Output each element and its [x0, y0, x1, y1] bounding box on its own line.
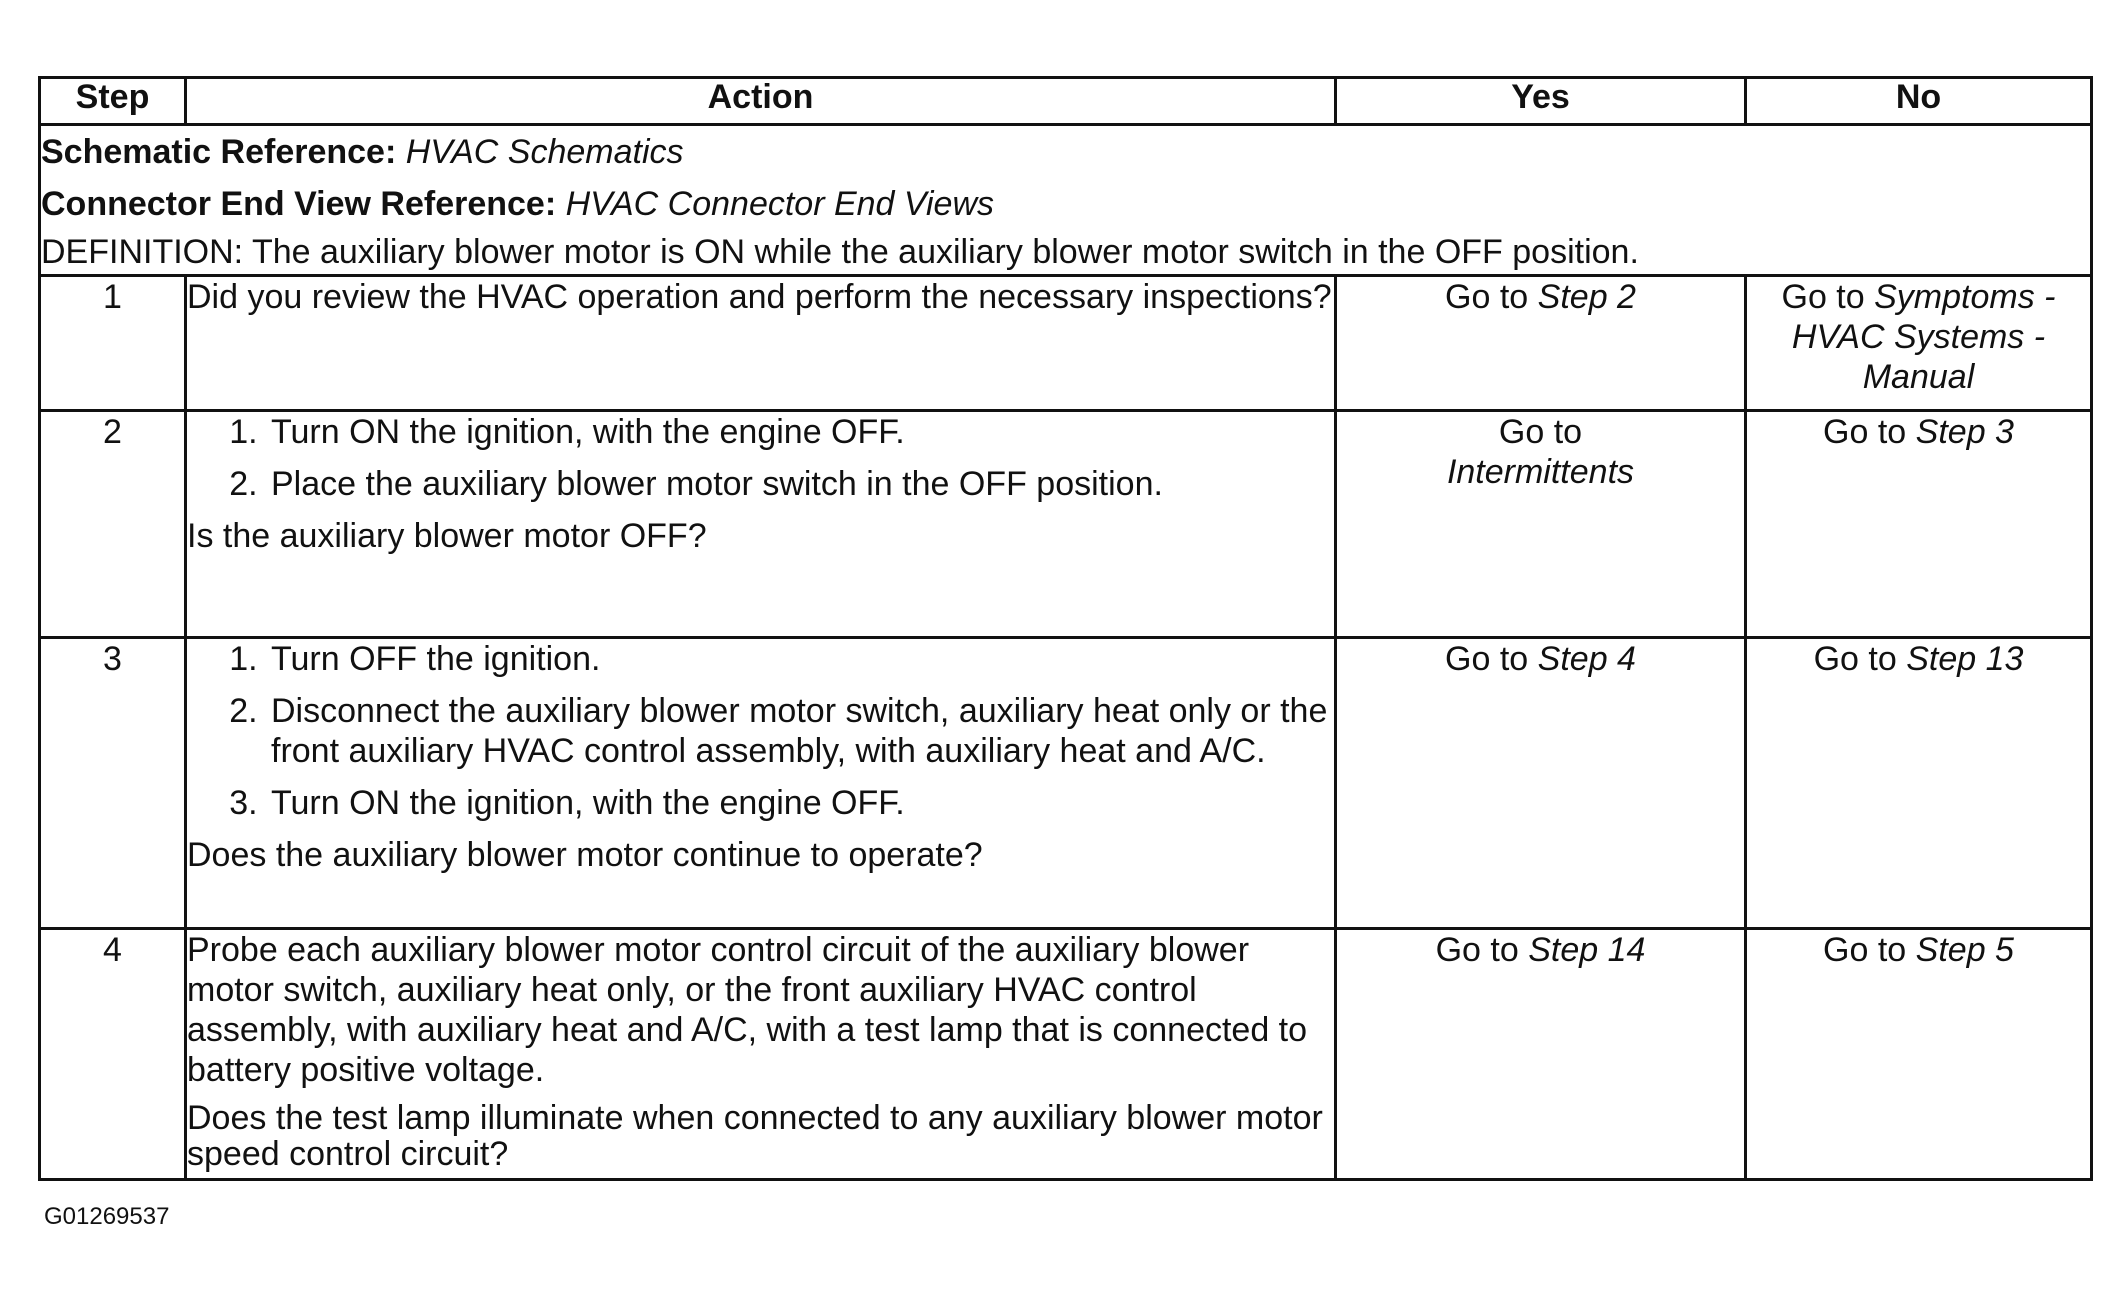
action-step-item: 2. Disconnect the auxiliary blower motor switch, auxiliary heat only or the front auxiliary HVAC control assembly, with auxiliary heat and A/C.	[267, 691, 1334, 771]
step-number: 3	[40, 638, 186, 929]
reference-cell	[40, 125, 2092, 276]
action-question: Is the auxiliary blower motor OFF?	[187, 517, 707, 555]
connector-reference	[41, 178, 2090, 230]
action-question: Does the test lamp illuminate when connected to any auxiliary blower motor speed control circuit?	[187, 1099, 1323, 1173]
schematic-reference	[41, 126, 2090, 178]
table-row	[40, 929, 2092, 1180]
connector-reference-label: Connector End View Reference:	[41, 185, 557, 223]
yes-link[interactable]: Intermittents	[1446, 453, 1635, 491]
header-step: Step	[40, 78, 186, 125]
action-steps-list	[187, 639, 1334, 823]
reference-row	[40, 125, 2092, 276]
no-link[interactable]: Step 13	[1906, 640, 2024, 678]
action-cell	[186, 411, 1336, 638]
header-no: No	[1746, 78, 2092, 125]
header-yes: Yes	[1336, 78, 1746, 125]
diagnostic-table-container	[38, 76, 2090, 1181]
step-number: 2	[40, 411, 186, 638]
yes-link[interactable]: Step 2	[1537, 278, 1636, 316]
yes-link[interactable]: Step 14	[1528, 931, 1646, 969]
yes-cell	[1336, 929, 1746, 1180]
action-cell	[186, 276, 1336, 411]
no-cell	[1746, 276, 2092, 411]
no-link[interactable]: Step 5	[1915, 931, 2014, 969]
yes-link[interactable]: Step 4	[1537, 640, 1636, 678]
header-row	[40, 78, 2092, 125]
header-action: Action	[186, 78, 1336, 125]
yes-cell	[1336, 276, 1746, 411]
action-steps-list	[187, 412, 1334, 504]
yes-prefix: Go to	[1445, 278, 1529, 316]
table-row	[40, 276, 2092, 411]
step-number: 4	[40, 929, 186, 1180]
table-row	[40, 411, 2092, 638]
figure-id: G01269537	[44, 1203, 170, 1230]
no-prefix: Go to	[1823, 931, 1907, 969]
action-question: Did you review the HVAC operation and perform the necessary inspections?	[187, 278, 1332, 316]
action-step-item: 3. Turn ON the ignition, with the engine OFF.	[267, 783, 1334, 823]
schematic-reference-label: Schematic Reference:	[41, 133, 397, 171]
no-prefix: Go to	[1781, 278, 1865, 316]
yes-cell	[1336, 411, 1746, 638]
no-link[interactable]: Step 3	[1915, 413, 2014, 451]
action-step-item: 1. Turn OFF the ignition.	[267, 639, 1334, 679]
no-cell	[1746, 411, 2092, 638]
no-prefix: Go to	[1813, 640, 1897, 678]
no-link[interactable]: Symptoms - HVAC Systems - Manual	[1791, 278, 2056, 396]
action-text: Probe each auxiliary blower motor control circuit of the auxiliary blower motor switch, auxiliary heat only, or the front auxiliary HVAC control assembly, with auxiliary heat and A/C, with a test lamp that is connected to battery positive voltage.	[187, 931, 1308, 1089]
no-cell	[1746, 929, 2092, 1180]
yes-cell	[1336, 638, 1746, 929]
no-cell	[1746, 638, 2092, 929]
yes-prefix: Go to	[1445, 640, 1529, 678]
action-cell	[186, 638, 1336, 929]
connector-reference-link[interactable]: HVAC Connector End Views	[565, 185, 994, 223]
yes-prefix: Go to	[1498, 413, 1583, 451]
table-row	[40, 638, 2092, 929]
no-prefix: Go to	[1823, 413, 1907, 451]
schematic-reference-link[interactable]: HVAC Schematics	[405, 133, 684, 171]
definition-text: DEFINITION: The auxiliary blower motor is ON while the auxiliary blower motor switch in the OFF position.	[41, 233, 1639, 271]
step-number: 1	[40, 276, 186, 411]
action-step-item: 1. Turn ON the ignition, with the engine OFF.	[267, 412, 1334, 452]
action-question: Does the auxiliary blower motor continue to operate?	[187, 836, 983, 874]
yes-prefix: Go to	[1435, 931, 1519, 969]
action-step-item: 2. Place the auxiliary blower motor switch in the OFF position.	[267, 464, 1334, 504]
diagnostic-table	[38, 76, 2093, 1181]
action-cell	[186, 929, 1336, 1180]
